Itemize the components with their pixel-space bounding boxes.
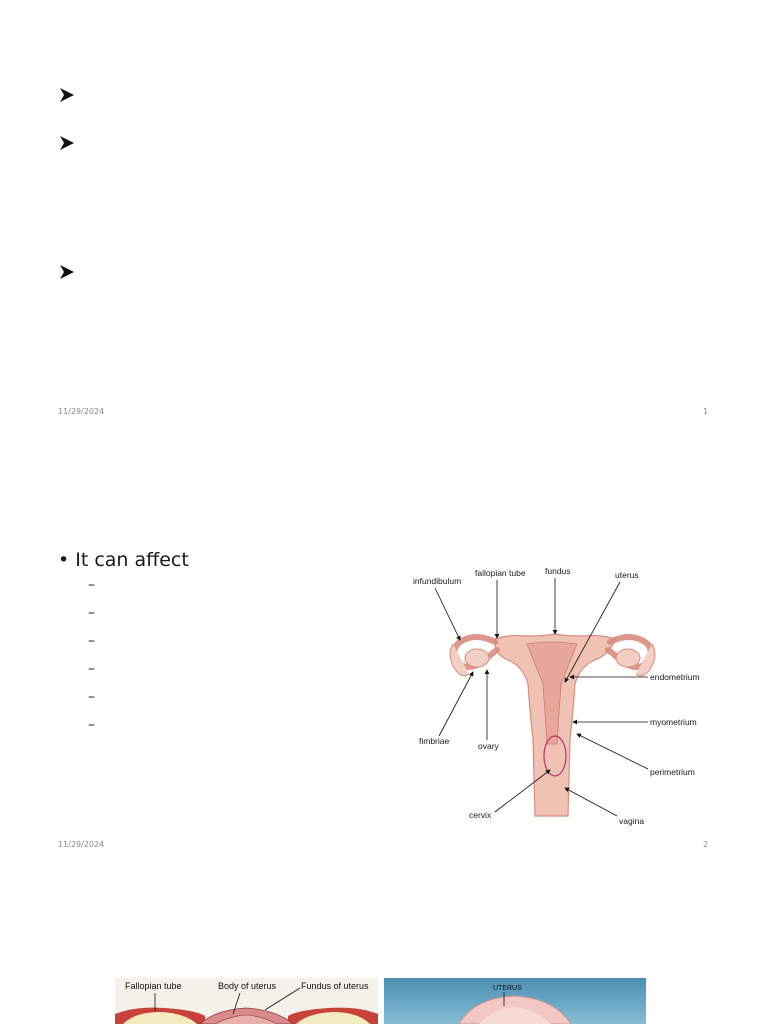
label-uterus-2: UTERUS	[493, 985, 522, 992]
label-body-of-uterus: Body of uterus	[218, 981, 277, 991]
slide-number: 1	[703, 407, 709, 416]
slide-date: 11/29/2024	[58, 407, 105, 416]
label-endometrium: endometrium	[650, 672, 700, 682]
arrow-bullet-icon	[58, 263, 76, 281]
label-uterus: uterus	[615, 570, 639, 580]
uterus-anatomy-diagram	[405, 554, 700, 829]
label-infundibulum: infundibulum	[413, 576, 462, 586]
sub-bullet-dash: –	[88, 577, 95, 593]
label-fallopian-tube: fallopian tube	[475, 568, 526, 578]
label-ovary: ovary	[478, 741, 499, 751]
sub-bullet-dash: –	[88, 661, 95, 677]
slide-date: 11/29/2024	[58, 840, 105, 849]
slide-number: 2	[703, 840, 709, 849]
label-fundus: fundus	[545, 566, 571, 576]
uterus-anatomy-illustration	[115, 978, 378, 1024]
arrow-bullet-icon	[58, 86, 76, 104]
sub-bullet-dash: –	[88, 689, 95, 705]
label-myometrium: myometrium	[650, 717, 697, 727]
label-fallopian-tube-2: Fallopian tube	[125, 981, 182, 991]
label-perimetrium: perimetrium	[650, 767, 695, 777]
bullet-heading: • It can affect	[58, 549, 189, 571]
slide-2	[0, 430, 768, 862]
label-fimbriae: fimbriae	[419, 736, 450, 746]
slide-3	[0, 862, 768, 1024]
label-vagina: vagina	[619, 816, 645, 826]
sub-bullet-dash: –	[88, 633, 95, 649]
label-cervix: cervix	[469, 810, 492, 820]
uterus-photo-illustration	[384, 978, 646, 1024]
arrow-bullet-icon	[58, 134, 76, 152]
slide-1	[0, 0, 768, 430]
sub-bullet-dash: –	[88, 605, 95, 621]
sub-bullet-dash: –	[88, 717, 95, 733]
label-fundus-of-uterus: Fundus of uterus	[301, 981, 369, 991]
